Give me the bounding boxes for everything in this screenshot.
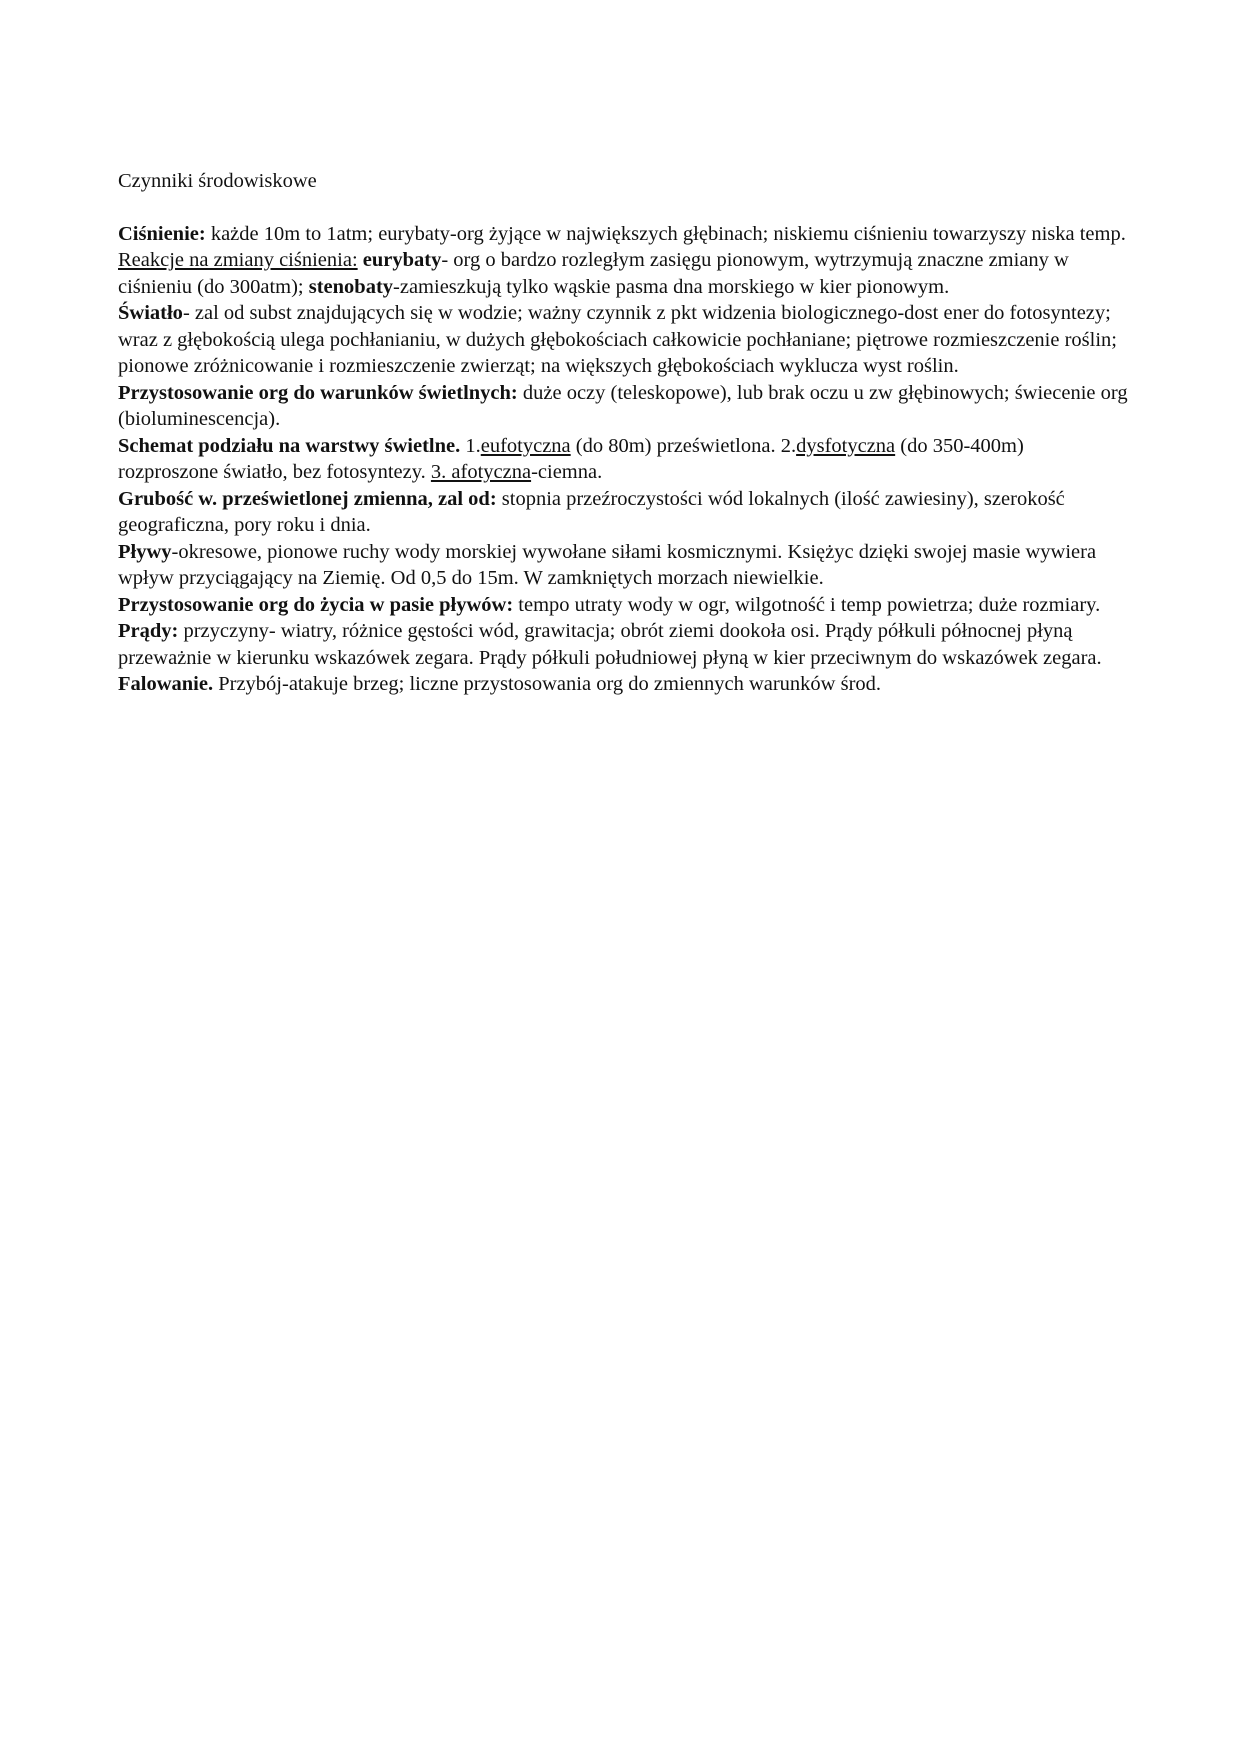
text: - org o bardzo rozległym zasięgu pionowym, wytrzymują znaczne zmiany w ciśnieniu (do 300atm); xyxy=(118,249,1069,298)
term-eurybaty: eurybaty xyxy=(362,249,442,271)
paragraph-light-layers xyxy=(118,433,1128,486)
document-page xyxy=(118,168,1128,698)
text: stopnia przeźroczystości wód lokalnych (ilość zawiesiny), szerokość geograficzna, pory roku i dnia. xyxy=(118,487,1065,536)
term-stenobaty: stenobaty xyxy=(308,275,394,298)
text: przyczyny- wiatry, różnice gęstości wód, grawitacja; obrót ziemi dookoła osi. Prądy półkuli północnej płyną przeważnie w kierunku wskazówek zegara. Prądy półkuli południowej płyną w kier przeciwnym do wskazówek zegara. xyxy=(118,620,1102,669)
term-light-adaptations: Przystosowanie org do warunków świetlnych: xyxy=(118,381,518,404)
document-title: Czynniki środowiskowe xyxy=(118,170,317,192)
text: 1. xyxy=(460,434,481,457)
text: Przybój-atakuje brzeg; liczne przystosowania org do zmiennych warunków środ. xyxy=(213,673,882,695)
text: (do 350-400m) rozproszone światło, bez fotosyntezy. xyxy=(118,434,1024,483)
text: każde 10m to 1atm; eurybaty-org żyjące w największych głębinach; niskiemu ciśnieniu towarzyszy niska temp. xyxy=(205,222,1126,245)
term-tides: Pływy xyxy=(118,540,172,563)
text: -zamieszkują tylko wąskie pasma dna morskiego w kier pionowym. xyxy=(393,275,950,298)
term-lit-zone-thickness: Grubość w. prześwietlonej zmienna, zal od: xyxy=(118,487,497,510)
term-dysfotyczna: dysfotyczna xyxy=(796,434,896,457)
term-light-layers: Schemat podziału na warstwy świetlne. xyxy=(118,434,461,457)
paragraph-currents xyxy=(118,618,1128,671)
paragraph-light xyxy=(118,300,1128,380)
subheading-pressure-reactions: Reakcje na zmiany ciśnienia: xyxy=(118,249,358,271)
term-eufotyczna: eufotyczna xyxy=(480,434,571,457)
text: -okresowe, pionowe ruchy wody morskiej wywołane siłami kosmicznymi. Księżyc dzięki swojej masie wywiera wpływ przyciągający na Ziemię. Od 0,5 do 15m. W zamkniętych morzach niewielkie. xyxy=(118,540,1097,589)
text: - zal od subst znajdujących się w wodzie; ważny czynnik z pkt widzenia biologicznego-dost ener do fotosyntezy; wraz z głębokością ulega pochłanianiu, w dużych głębokościach całkowicie pochłaniane; piętrowe rozmieszczenie roślin; pionowe zróżnicowanie i rozmieszczenie zwierząt; na większych głębokościach wyklucza wyst roślin. xyxy=(118,302,1117,377)
text: duże oczy (teleskopowe), lub brak oczu u zw głębinowych; świecenie org (bioluminescencja). xyxy=(118,381,1128,430)
text: (do 80m) prześwietlona. 2. xyxy=(570,434,797,457)
term-pressure: Ciśnienie: xyxy=(118,222,206,245)
term-afotyczna: 3. afotyczna xyxy=(430,461,532,483)
term-currents: Prądy: xyxy=(118,620,179,642)
text: -ciemna. xyxy=(531,461,603,483)
paragraph-light-adaptations xyxy=(118,380,1128,433)
term-waves: Falowanie. xyxy=(118,673,214,695)
term-tidal-adaptations: Przystosowanie org do życia w pasie pływów: xyxy=(118,593,514,616)
term-light: Światło xyxy=(118,302,183,324)
text: tempo utraty wody w ogr, wilgotność i temp powietrza; duże rozmiary. xyxy=(513,593,1101,616)
paragraph-lit-zone-thickness xyxy=(118,486,1128,539)
paragraph-pressure xyxy=(118,221,1128,301)
paragraph-tidal-adaptations xyxy=(118,592,1128,619)
paragraph-waves xyxy=(118,671,1128,698)
paragraph-tides xyxy=(118,539,1128,592)
